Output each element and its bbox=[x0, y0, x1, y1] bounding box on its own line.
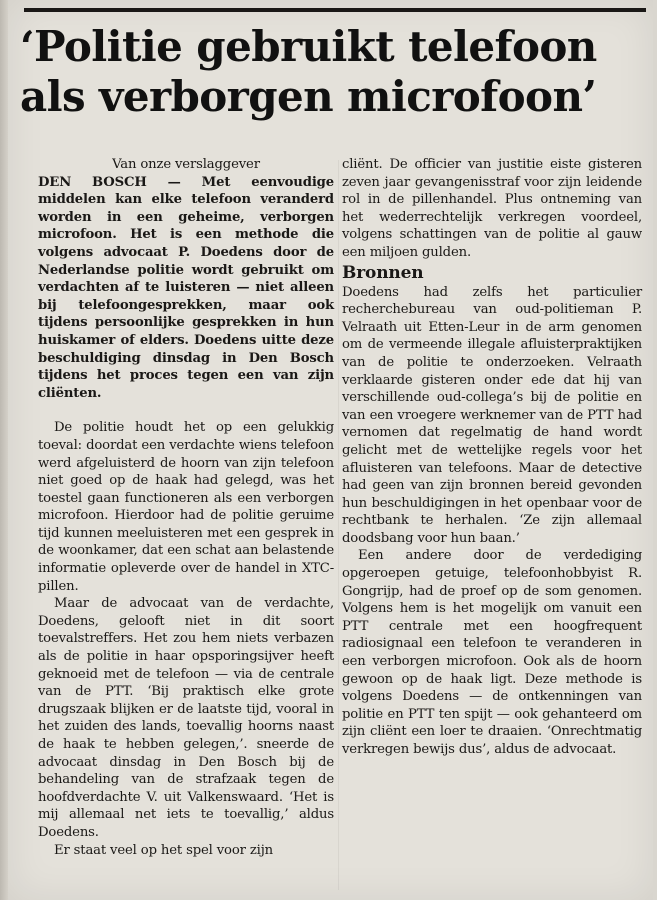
left-column bbox=[38, 156, 334, 859]
body-paragraph: Een andere door de verdediging opgeroepen getuige, telefoonhobbyist R. Gongrijp, had de proef op de som genomen. Volgens hem is het mogelijk om vanuit een PTT centrale met een hoogfrequent radiosignaal een telefoon te veranderen in een verborgen microfoon. Ook als de hoorn gewoon op de haak ligt. Deze methode is volgens Doedens — de ontkenningen van politie en PTT ten spijt — ook gehanteerd om zijn cliënt een loer te draaien. ‘Onrechtmatig verkregen bewijs dus’, aldus de advocaat. bbox=[342, 548, 642, 757]
intro-text: — Met eenvoudige middelen kan elke telefoon veranderd worden in een geheime, verborgen microfoon. Het is een methode die volgens advocaat P. Doedens door de Nederlandse politie wordt gebruikt om verdachten af te luisteren — niet alleen bij telefoongesprekken, maar ook tijdens persoonlijke gesprekken in hun huiskamer of elders. Doedens uitte deze beschuldiging dinsdag in Den Bosch tijdens het proces tegen een van zijn cliënten. bbox=[38, 174, 334, 401]
body-paragraph: De politie houdt het op een gelukkig toeval: doordat een verdachte wiens telefoon werd afgeluisterd de hoorn van zijn telefoon niet goed op de haak had gelegd, was het toestel gaan functioneren als een verborgen microfoon. Hierdoor had de politie geruime tijd kunnen meeluisteren met een gesprek in de woonkamer, dat een schat aan belastende informatie opleverde over de handel in XTC-pillen. bbox=[38, 420, 334, 594]
body-paragraph: Maar de advocaat van de verdachte, Doedens, gelooft niet in dit soort toevalstreffers. Het zou hem niets verbazen als de politie in haar opsporingsijver heeft geknoeid met de telefoon — via de centrale van de PTT. ‘Bij praktisch elke grote drugszaak blijken er de laatste tijd, vooral in het zuiden des lands, toevallig hoorns naast de haak te hebben gelegen,’. sneerde de advocaat dinsdag in Den Bosch bij de behandeling van de strafzaak tegen de hoofdverdachte V. uit Valkenswaard. ‘Het is mij allemaal net iets te toevallig,’ aldus Doedens. bbox=[38, 596, 334, 840]
headline bbox=[20, 22, 650, 122]
right-column bbox=[342, 156, 642, 759]
headline-line-2: als verborgen microfoon’ bbox=[20, 72, 597, 121]
column-divider bbox=[338, 160, 339, 890]
body-paragraph: cliënt. De officier van justitie eiste gisteren zeven jaar gevangenisstraf voor zijn leidende rol in de pillenhandel. Plus ontneming van het wederrechtelijk verkregen voordeel, volgens schattingen van de politie al gauw een miljoen gulden. bbox=[342, 157, 642, 260]
top-rule bbox=[24, 8, 646, 12]
body-paragraph: Er staat veel op het spel voor zijn bbox=[54, 842, 273, 858]
dateline: DEN BOSCH bbox=[38, 174, 147, 190]
headline-line-1: ‘Politie gebruikt telefoon bbox=[20, 22, 597, 71]
page-edge bbox=[0, 0, 8, 900]
byline: Van onze verslaggever bbox=[112, 157, 260, 172]
subheading: Bronnen bbox=[342, 262, 424, 283]
intro-paragraph bbox=[38, 174, 334, 403]
body-paragraph: Doedens had zelfs het particulier recherchebureau van oud-politieman P. Velraath uit Etten-Leur in de arm genomen om de vermeende illegale afluisterpraktijken van de politie te onderzoeken. Velraath verklaarde gisteren onder ede dat hij van verschillende oud-collega’s bij de politie en van een vroegere werknemer van de PTT had vernomen dat regelmatig de hand wordt gelicht met de wettelijke regels voor het afluisteren van telefoons. Maar de detective had geen van zijn bronnen bereid gevonden hun beschuldigingen in het openbaar voor de rechtbank te herhalen. ‘Ze zijn allemaal doodsbang voor hun baan.’ bbox=[342, 284, 642, 546]
paragraph-gap bbox=[38, 402, 334, 419]
